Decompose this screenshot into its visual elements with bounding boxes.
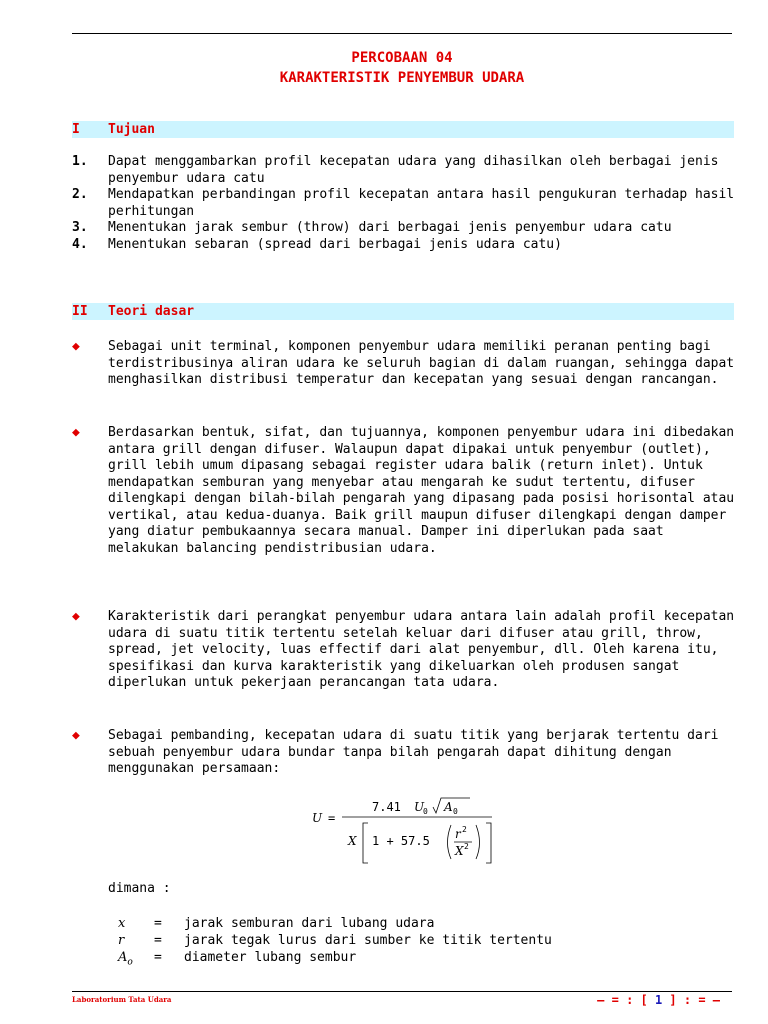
diamond-bullet-icon: ◆: [72, 425, 80, 440]
definition-equals: =: [154, 950, 162, 965]
section-number: I: [72, 122, 80, 137]
item-text: Menentukan sebaran (spread dari berbagai jenis udara catu): [108, 236, 562, 252]
formula-x: X: [348, 834, 357, 848]
item-text: Menentukan jarak sembur (throw) dari berbagai jenis penyembur udara catu: [108, 220, 672, 235]
formula-lhs: U: [312, 811, 323, 825]
formula-a0: A: [444, 800, 453, 814]
footer-lab-name: Laboratorium Tata Udara: [72, 995, 172, 1004]
section-number: II: [72, 304, 88, 319]
definition-symbol: r: [118, 933, 125, 948]
right-bracket: [486, 823, 491, 863]
item-text: Mendapatkan perbandingan profil kecepatan antara hasil pengukuran terhadap hasil perhitungan: [108, 187, 735, 219]
section-label: Teori dasar: [108, 304, 195, 319]
formula-one-plus: 1 + 57.5: [372, 834, 430, 848]
bullet-paragraph: [72, 728, 737, 778]
formula-coef: 7.41: [372, 800, 401, 814]
definition-equals: =: [154, 916, 162, 931]
bullet-paragraph: [72, 425, 737, 557]
formula-a0-sub: 0: [453, 807, 458, 816]
list-item: [72, 187, 737, 220]
formula-u0: U: [414, 800, 425, 814]
paragraph-text: Sebagai pembanding, kecepatan udara di suatu titik yang berjarak tertentu dari sebuah penyembur udara bundar tanpa bilah pengarah dapat dihitung dengan menggunakan persamaan:: [108, 728, 719, 776]
item-number: 1.: [72, 154, 88, 169]
formula-equals: =: [328, 811, 336, 825]
bullet-paragraph: [72, 609, 737, 692]
item-number: 2.: [72, 187, 88, 202]
objectives-list: [72, 154, 737, 253]
list-item: [72, 237, 737, 254]
section-label: Tujuan: [108, 122, 155, 137]
page-number: 1: [654, 993, 663, 1007]
left-bracket: [363, 823, 368, 863]
doc-title-1: PERCOBAAN 04: [351, 50, 453, 66]
formula-r: r: [455, 827, 461, 841]
section-header-tujuan: [72, 121, 734, 138]
paragraph-text: Berdasarkan bentuk, sifat, dan tujuannya, komponen penyembur udara ini dibedakan antara grill dengan difuser. Walaupun dapat dipakai untuk penyembur (outlet), grill lebih umum dipasang sebagai register udara balik (return inlet). Untuk mendapatkan semburan yang menyebar atau mengarah ke sudut tertentu, difuser dilengkapi dengan bilah-bilah pengarah yang dipasang pada posisi horisontal atau vertikal, atau kedua-duanya. Baik grill maupun difuser dilengkapi dengan damper yang diatur pembukaannya secara manual. Damper ini diperlukan pada saat melakukan balancing pendistribusian udara.: [108, 425, 735, 556]
bullet-paragraph: [72, 339, 737, 389]
item-text: Dapat menggambarkan profil kecepatan udara yang dihasilkan oleh berbagai jenis penyembur udara catu: [108, 154, 719, 186]
diamond-bullet-icon: ◆: [72, 728, 80, 743]
diamond-bullet-icon: ◆: [72, 339, 80, 354]
list-item: [72, 220, 737, 237]
definition-text: jarak tegak lurus dari sumber ke titik tertentu: [184, 933, 552, 948]
list-item: [72, 154, 737, 187]
left-paren: [448, 825, 452, 859]
formula-xx: X: [455, 844, 464, 858]
item-number: 4.: [72, 236, 88, 252]
formula-x-sup: 2: [464, 842, 469, 851]
right-paren: [476, 825, 480, 859]
paragraph-text: Sebagai unit terminal, komponen penyembur udara memiliki peranan penting bagi terdistribusinya aliran udara ke seluruh bagian di dalam ruangan, sehingga dapat menghasilkan distribusi temperatur dan kecepatan yang sesuai dengan rancangan.: [108, 339, 735, 387]
formula-u0-sub: 0: [423, 807, 428, 816]
dimana-label: dimana :: [108, 881, 171, 896]
diamond-bullet-icon: ◆: [72, 609, 80, 624]
top-rule: [72, 33, 732, 34]
definition-symbol: x: [118, 916, 126, 931]
definition-text: jarak semburan dari lubang udara: [184, 916, 435, 931]
definition-equals: =: [154, 933, 162, 948]
bottom-rule: [72, 991, 732, 992]
velocity-formula: [310, 795, 510, 865]
definition-text: diameter lubang sembur: [184, 950, 357, 965]
doc-title-2: KARAKTERISTIK PENYEMBUR UDARA: [279, 70, 525, 86]
paragraph-text: Karakteristik dari perangkat penyembur udara antara lain adalah profil kecepatan udara di suatu titik tertentu setelah keluar dari difuser atau grill, throw, spread, jet velocity, luas effectif dari alat penyembur, dll. Oleh karena itu, spesifikasi dan kurva karakteristik yang dikeluarkan oleh produsen sangat diperlukan untuk pekerjaan perancangan tata udara.: [108, 609, 735, 690]
footer-page-indicator: – = : [ 1 ] : = –: [597, 993, 720, 1007]
item-number: 3.: [72, 220, 88, 235]
definition-symbol: $A_o$: [118, 950, 133, 968]
formula-r-sup: 2: [462, 825, 467, 834]
section-header-teori: [72, 303, 734, 320]
